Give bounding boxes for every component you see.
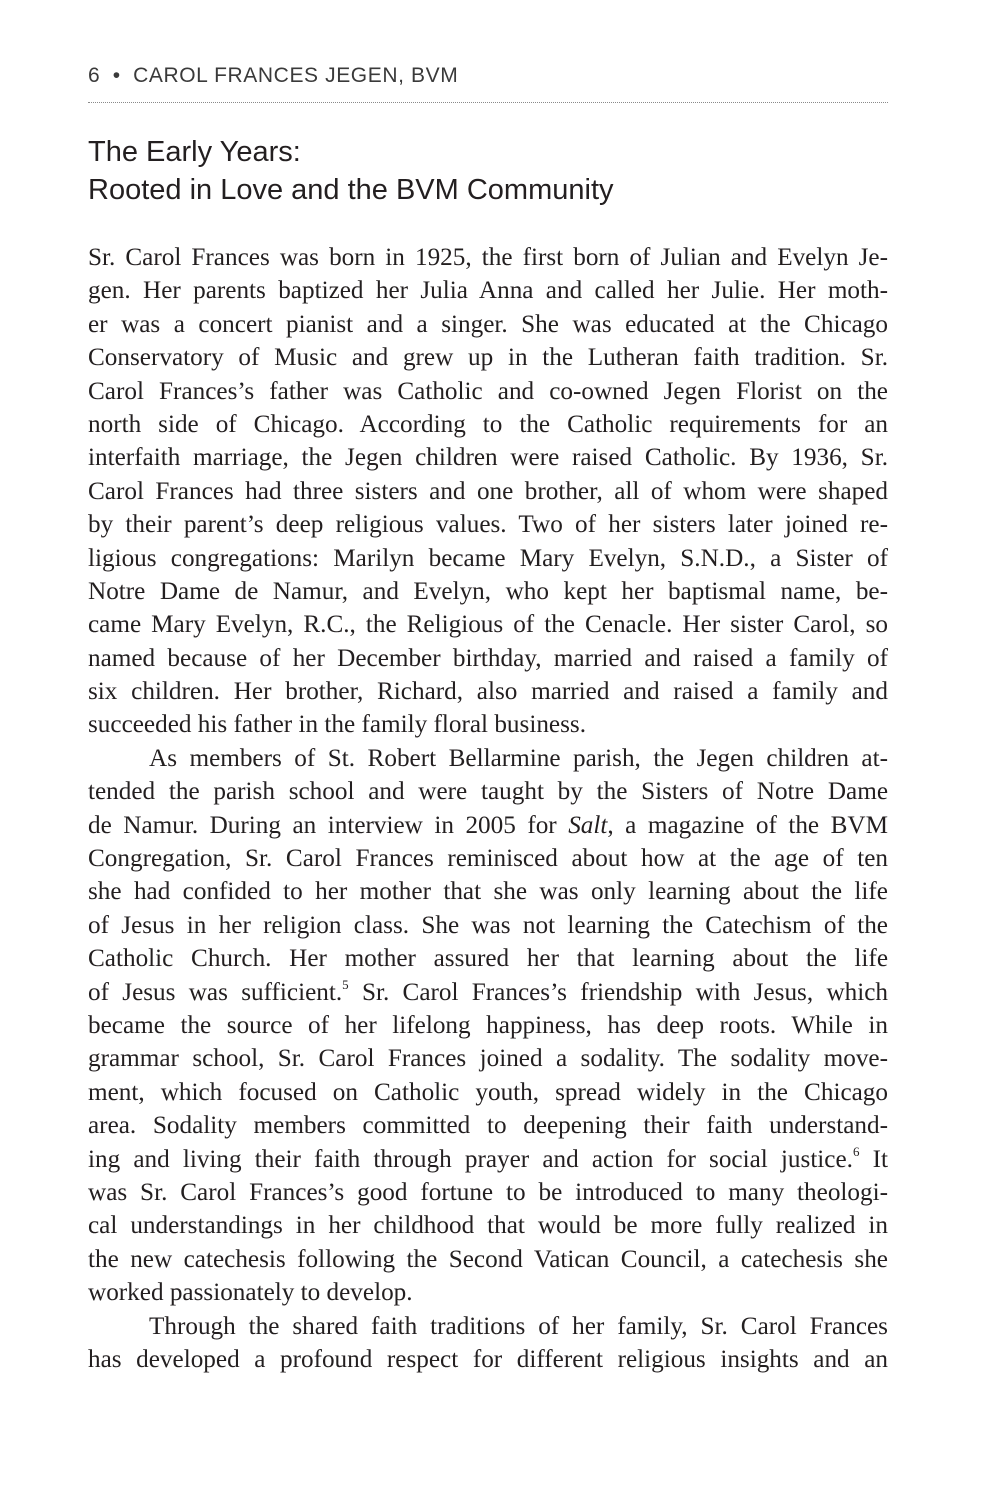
text-line [88,1143,888,1176]
chapter-title [88,133,888,209]
text-line: As members of St. Robert Bellarmine parish, the Jegen children at- [149,744,888,772]
paragraph-2 [88,742,888,1310]
text-line [88,809,888,842]
text-line: has developed a profound respect for different religious insights and an [88,1345,888,1373]
text-line: Conservatory of Music and grew up in the Lutheran faith tradition. Sr. [88,344,888,372]
text-line: came Mary Evelyn, R.C., the Religious of the Cenacle. Her sister Carol, so [88,611,888,639]
body-text [88,241,888,1376]
text-line: area. Sodality members committed to deepening their faith understand- [88,1112,888,1140]
text-run: , a magazine of the BVM [607,811,888,839]
text-line: Through the shared faith traditions of her family, Sr. Carol Frances [149,1312,888,1340]
chapter-title-line-2: Rooted in Love and the BVM Community [88,174,614,206]
text-run: ing and living their faith through prayer and action for social justice. [88,1145,853,1173]
paragraph-3 [88,1310,888,1377]
text-run: de Namur. During an interview in 2005 for [88,811,569,839]
header-separator: • [112,64,121,87]
magazine-title: Salt [568,811,608,839]
text-line: by their parent’s deep religious values. Two of her sisters later joined re- [88,511,888,539]
text-run: Sr. Carol Frances’s friendship with Jesus, which [348,978,888,1006]
text-line: Carol Frances had three sisters and one brother, all of whom were shaped [88,477,888,505]
text-line: named because of her December birthday, married and raised a family of [88,644,888,672]
text-line: worked passionately to develop. [88,1279,413,1307]
text-line: grammar school, Sr. Carol Frances joined a sodality. The sodality move- [88,1045,888,1073]
text-line: the new catechesis following the Second Vatican Council, a catechesis she [88,1245,888,1273]
text-line: Carol Frances’s father was Catholic and co-owned Jegen Florist on the [88,377,888,405]
text-line: cal understandings in her childhood that would be more fully realized in [88,1212,888,1240]
text-line: tended the parish school and were taught by the Sisters of Notre Dame [88,778,888,806]
text-line: she had confided to her mother that she was only learning about the life [88,878,888,906]
text-line: interfaith marriage, the Jegen children were raised Catholic. By 1936, Sr. [88,444,888,472]
page-number: 6 [88,64,101,87]
text-line: Congregation, Sr. Carol Frances reminisced about how at the age of ten [88,845,888,873]
running-header [88,64,888,103]
text-line: Sr. Carol Frances was born in 1925, the first born of Julian and Evelyn Je- [88,244,888,271]
text-line: gen. Her parents baptized her Julia Anna and called her Julie. Her moth- [88,277,888,305]
text-line: of Jesus in her religion class. She was not learning the Catechism of the [88,911,888,939]
text-line: Catholic Church. Her mother assured her that learning about the life [88,945,888,973]
footnote-marker[interactable]: 5 [342,976,349,992]
text-line: Notre Dame de Namur, and Evelyn, who kept her baptismal name, be- [88,577,888,605]
chapter-title-line-1: The Early Years: [88,136,301,168]
text-line: ment, which focused on Catholic youth, spread widely in the Chicago [88,1078,888,1106]
text-line: ligious congregations: Marilyn became Mary Evelyn, S.N.D., a Sister of [88,544,888,572]
text-run: It [859,1145,888,1173]
text-line: north side of Chicago. According to the Catholic requirements for an [88,410,888,438]
text-line: succeeded his father in the family floral business. [88,711,586,739]
footnote-marker[interactable]: 6 [852,1143,860,1159]
running-title: CAROL FRANCES JEGEN, BVM [133,64,459,87]
paragraph-1 [88,241,888,742]
text-line: er was a concert pianist and a singer. She was educated at the Chicago [88,310,888,338]
text-run: of Jesus was sufficient. [88,978,343,1006]
text-line: became the source of her lifelong happiness, has deep roots. While in [88,1011,888,1039]
text-line [88,976,888,1009]
text-line: was Sr. Carol Frances’s good fortune to be introduced to many theologi- [88,1178,888,1206]
text-line: six children. Her brother, Richard, also married and raised a family and [88,678,888,706]
